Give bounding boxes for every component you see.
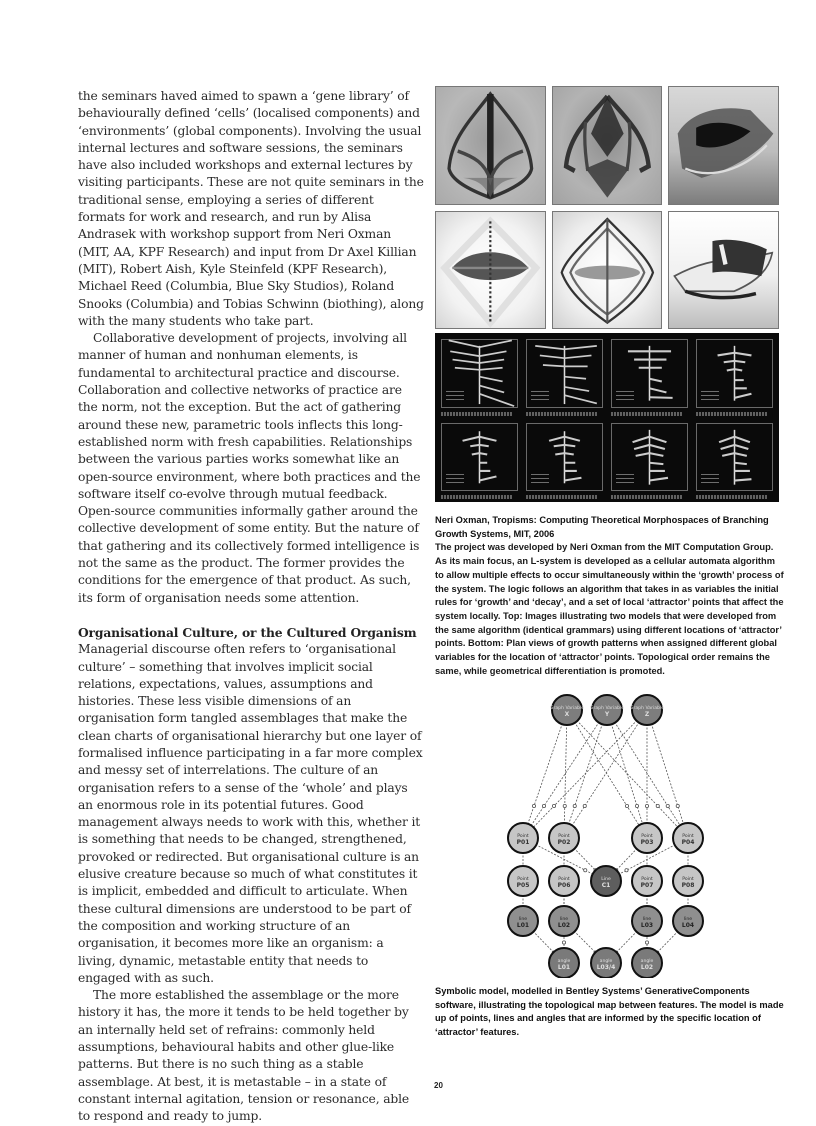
edge-arrow-marker bbox=[635, 804, 638, 807]
caption-title: Neri Oxman, Tropisms: Computing Theoretical Morphospaces of Branching Growth Systems, MIT, 2006 bbox=[435, 515, 769, 539]
section-heading: Organisational Culture, or the Cultured Organism bbox=[78, 624, 417, 640]
dependency-edge bbox=[607, 710, 688, 838]
svg-text:line: line bbox=[559, 917, 569, 922]
plan-view-panel bbox=[694, 421, 775, 501]
svg-text:L04: L04 bbox=[681, 922, 695, 929]
tropisms-model-renderings bbox=[435, 86, 779, 329]
paragraph: the seminars haved aimed to spawn a ‘gene library’ of behaviourally defined ‘cells’ (localised components) and ‘environments’ (global components). Involving the usual internal lectures and software sessions, the seminars have also included workshops and external lectures by visiting participants. These are not quite seminars in the traditional sense, employing a series of different formats for work and research, and run by Alisa Andrasek with workshop support from Neri Oxman (MIT, AA, KPF Research) and input from Dr Axel Killian (MIT), Robert Aish, Kyle Steinfeld (KPF Research), Michael Reed (Columbia, Blue Sky Studios), Roland Snooks (Columbia) and Tobias Schwinn (biothing), along with the many students who take part. bbox=[78, 89, 424, 328]
edge-arrow-marker bbox=[666, 804, 669, 807]
plan-view-panel bbox=[609, 421, 690, 501]
graph-node-p06 bbox=[549, 866, 579, 896]
graph-node-p08 bbox=[673, 866, 703, 896]
svg-text:Point: Point bbox=[641, 877, 653, 882]
paragraph: Managerial discourse often refers to ‘organisational culture’ – something that involves implicit social relations, expectations, values, assumptions and histories. These less visible dimensions of an organisation form tangled assemblages that make the clean charts of organisational hierarchy but one layer of formalised influence participating in a far more complex and messy set of interrelations. The culture of an organisation refers to a sense of the ‘whole’ and plays an enormous role in its potential futures. Good management always needs to work with this, whether it is something that needs to be changed, strengthened, provoked or redirected. But organisational culture is an elusive creature because so much of what constitutes it is implicit, embedded and difficult to articulate. When these cultural dimensions are understood to be part of the composition and working structure of an organisation, it becomes more like an organism: a living, dynamic, metastable entity that needs to engaged with as such. bbox=[78, 642, 423, 985]
plan-view-panel bbox=[609, 337, 690, 417]
edge-arrow-marker bbox=[645, 804, 648, 807]
model-rendering-image bbox=[668, 86, 779, 205]
svg-text:Z: Z bbox=[644, 711, 650, 718]
graph-node-l03 bbox=[632, 906, 662, 936]
plan-view-panel bbox=[439, 337, 520, 417]
edge-arrow-marker bbox=[563, 804, 566, 807]
svg-text:line: line bbox=[518, 917, 528, 922]
svg-text:Point: Point bbox=[682, 834, 694, 839]
svg-text:L01: L01 bbox=[516, 922, 530, 929]
plan-view-panel bbox=[524, 337, 605, 417]
dependency-edge bbox=[523, 710, 567, 838]
graph-node-y bbox=[590, 695, 624, 725]
plan-view-panel bbox=[524, 421, 605, 501]
svg-text:line: line bbox=[683, 917, 693, 922]
plan-view-panel bbox=[694, 337, 775, 417]
svg-text:Point: Point bbox=[558, 877, 570, 882]
body-text-column bbox=[78, 88, 424, 1126]
svg-text:P07: P07 bbox=[640, 882, 654, 889]
svg-text:Point: Point bbox=[517, 834, 529, 839]
svg-text:L03/4: L03/4 bbox=[596, 964, 616, 971]
graph-node-c1 bbox=[591, 866, 621, 896]
svg-text:P05: P05 bbox=[516, 882, 530, 889]
graph-node-l02 bbox=[549, 906, 579, 936]
edge-arrow-marker bbox=[584, 869, 587, 872]
figure-caption-symbolic-model: Symbolic model, modelled in Bentley Systems’ GenerativeComponents software, illustrating the topological map between features. The model is made up of points, lines and angles that are informed by the specific location of ‘attractor’ features. bbox=[435, 986, 784, 1038]
dependency-edge bbox=[564, 710, 567, 838]
svg-text:L02: L02 bbox=[640, 964, 654, 971]
svg-text:Line: Line bbox=[601, 877, 611, 882]
growth-pattern-plan-views bbox=[435, 333, 779, 502]
dependency-edge bbox=[564, 710, 647, 838]
svg-text:P08: P08 bbox=[681, 882, 695, 889]
model-rendering-image bbox=[668, 211, 779, 330]
svg-text:Y: Y bbox=[604, 711, 610, 718]
figure-caption-tropisms bbox=[435, 514, 785, 678]
svg-text:P01: P01 bbox=[516, 839, 530, 846]
topological-map-graph bbox=[495, 688, 715, 978]
model-rendering-image bbox=[552, 86, 663, 205]
symbolic-model-diagram bbox=[495, 688, 715, 978]
svg-text:P03: P03 bbox=[640, 839, 654, 846]
svg-text:angle: angle bbox=[557, 959, 571, 964]
svg-text:L02: L02 bbox=[557, 922, 571, 929]
edge-arrow-marker bbox=[552, 804, 555, 807]
svg-text:Graph Variable: Graph Variable bbox=[589, 706, 625, 711]
svg-text:line: line bbox=[642, 917, 652, 922]
svg-text:L01: L01 bbox=[557, 964, 571, 971]
graph-node-p03 bbox=[632, 823, 662, 853]
svg-text:Graph Variable: Graph Variable bbox=[549, 706, 585, 711]
edge-arrow-marker bbox=[645, 941, 648, 944]
caption-body: The project was developed by Neri Oxman from the MIT Computation Group. As its main focus, an L-system is developed as a cellular automata algorithm to allow multiple effects to occur simultaneously within the ‘growth’ process of the system. The logic follows an algorithm that takes in as variables the initial rules for ‘growth’ and ‘decay’, and a set of local ‘attractor’ points that affect the system locally. Top: Images illustrating two models that were developed from the same algorithm (identical grammars) using different locations of ‘attractor’ points. Bottom: Plan views of growth patterns when assigned different global variables for the location of ‘attractor’ points. Topological order remains the same, while geometrical differentiation is promoted. bbox=[435, 542, 784, 676]
edge-arrow-marker bbox=[656, 804, 659, 807]
edge-arrow-marker bbox=[532, 804, 535, 807]
paragraph: The more established the assemblage or the more history it has, the more it tends to be held together by an internally held set of refrains: commonly held assumptions, behavioural habits and other glue-like patterns. But there is no such thing as a stable assemblage. At best, it is metastable – in a state of constant internal agitation, tension or resonance, able to respond and ready to jump. bbox=[78, 988, 410, 1124]
graph-node-l02 bbox=[632, 948, 662, 978]
graph-node-l04 bbox=[673, 906, 703, 936]
edge-arrow-marker bbox=[542, 804, 545, 807]
dependency-edge bbox=[607, 710, 647, 838]
svg-text:P04: P04 bbox=[681, 839, 695, 846]
svg-text:angle: angle bbox=[599, 959, 613, 964]
edge-arrow-marker bbox=[573, 804, 576, 807]
dependency-edge bbox=[523, 710, 607, 838]
svg-text:L03: L03 bbox=[640, 922, 654, 929]
edge-arrow-marker bbox=[625, 804, 628, 807]
model-rendering-image bbox=[552, 211, 663, 330]
graph-node-p02 bbox=[549, 823, 579, 853]
graph-node-p07 bbox=[632, 866, 662, 896]
graph-node-p05 bbox=[508, 866, 538, 896]
svg-text:Point: Point bbox=[682, 877, 694, 882]
model-rendering-image bbox=[435, 86, 546, 205]
svg-text:P06: P06 bbox=[557, 882, 571, 889]
svg-text:Point: Point bbox=[517, 877, 529, 882]
svg-text:Point: Point bbox=[641, 834, 653, 839]
edge-arrow-marker bbox=[583, 804, 586, 807]
svg-text:Point: Point bbox=[558, 834, 570, 839]
edge-arrow-marker bbox=[625, 869, 628, 872]
edge-arrow-marker bbox=[676, 804, 679, 807]
graph-node-z bbox=[630, 695, 664, 725]
svg-text:angle: angle bbox=[640, 959, 654, 964]
svg-text:P02: P02 bbox=[557, 839, 571, 846]
graph-node-x bbox=[550, 695, 584, 725]
edge-arrow-marker bbox=[562, 941, 565, 944]
plan-view-panel bbox=[439, 421, 520, 501]
svg-text:C1: C1 bbox=[601, 882, 611, 889]
graph-node-l03-4 bbox=[591, 948, 621, 978]
paragraph: Collaborative development of projects, involving all manner of human and nonhuman elements, is fundamental to architectural practice and discourse. Collaboration and collective networks of practice are the norm, not the exception. But the act of gathering around these new, parametric tools inflects this long-established norm with fresh capabilities. Relationships between the various parties works somewhat like an open-source environment, where both practices and the software itself co-evolve through mutual feedback. Open-source communities informally gather around the collective development of some entity. But the nature of that gathering and its collectively formed intelligence is not the same as the product. The former provides the conditions for the emergence of that product. As such, its form of organisation needs some attention. bbox=[78, 331, 421, 605]
svg-text:X: X bbox=[564, 711, 570, 718]
svg-text:Graph Variable: Graph Variable bbox=[629, 706, 665, 711]
page-number: 20 bbox=[434, 1081, 443, 1090]
graph-node-l01 bbox=[508, 906, 538, 936]
graph-node-l01 bbox=[549, 948, 579, 978]
model-rendering-image bbox=[435, 211, 546, 330]
graph-node-p04 bbox=[673, 823, 703, 853]
graph-node-p01 bbox=[508, 823, 538, 853]
